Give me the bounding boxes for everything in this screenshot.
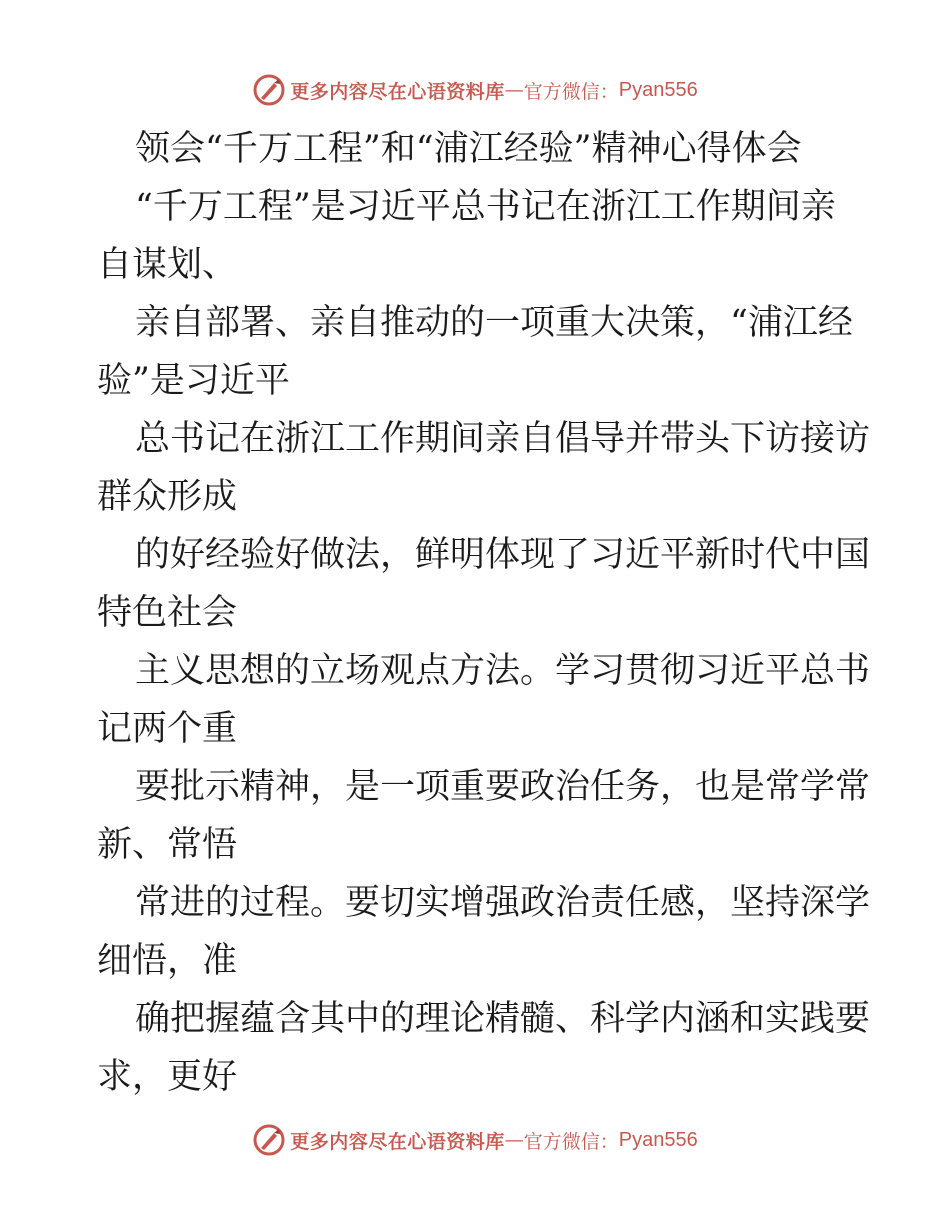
paragraph-line: 求，更好 [97, 1057, 238, 1097]
banner-wechat-id: Pyan556 [618, 78, 698, 101]
paragraph-line: 特色社会 [97, 593, 238, 633]
paragraph-line: 的好经验好做法，鲜明体现了习近平新时代中国 [135, 535, 871, 575]
paragraph-line: 细悟，准 [97, 941, 238, 981]
footer-banner [0, 1120, 950, 1160]
paragraph-line: 总书记在浙江工作期间亲自倡导并带头下访接访 [135, 419, 871, 459]
paragraph-line: 群众形成 [97, 477, 238, 517]
banner-text: 更多内容尽在心语资料库 [290, 80, 505, 103]
paragraph-line: 主义思想的立场观点方法。学习贯彻习近平总书 [135, 651, 871, 691]
header-banner [0, 70, 950, 110]
banner-wechat-label: 官方微信： [523, 80, 619, 103]
paragraph-line: 常进的过程。要切实增强政治责任感，坚持深学 [135, 883, 871, 923]
document-title: 领会“千万工程”和“浦江经验”精神心得体会 [135, 129, 802, 169]
banner-wechat-label: 官方微信： [523, 1130, 619, 1153]
quill-logo-icon [252, 1123, 286, 1157]
banner-text: 更多内容尽在心语资料库 [290, 1130, 505, 1153]
banner-separator: — [504, 1129, 524, 1151]
banner-separator: — [504, 79, 524, 101]
quill-logo-icon [252, 73, 286, 107]
paragraph-line: 要批示精神，是一项重要政治任务，也是常学常 [135, 767, 871, 807]
paragraph-line: 验”是习近平 [97, 361, 290, 401]
paragraph-line: 记两个重 [97, 709, 238, 749]
paragraph-line: 新、常悟 [97, 825, 238, 865]
paragraph-line: 确把握蕴含其中的理论精髓、科学内涵和实践要 [135, 999, 871, 1039]
paragraph-line: “千万工程”是习近平总书记在浙江工作期间亲 [135, 187, 836, 227]
banner-wechat-id: Pyan556 [618, 1128, 698, 1151]
paragraph-line: 自谋划、 [97, 245, 238, 285]
paragraph-line: 亲自部署、亲自推动的一项重大决策，“浦江经 [135, 303, 853, 343]
